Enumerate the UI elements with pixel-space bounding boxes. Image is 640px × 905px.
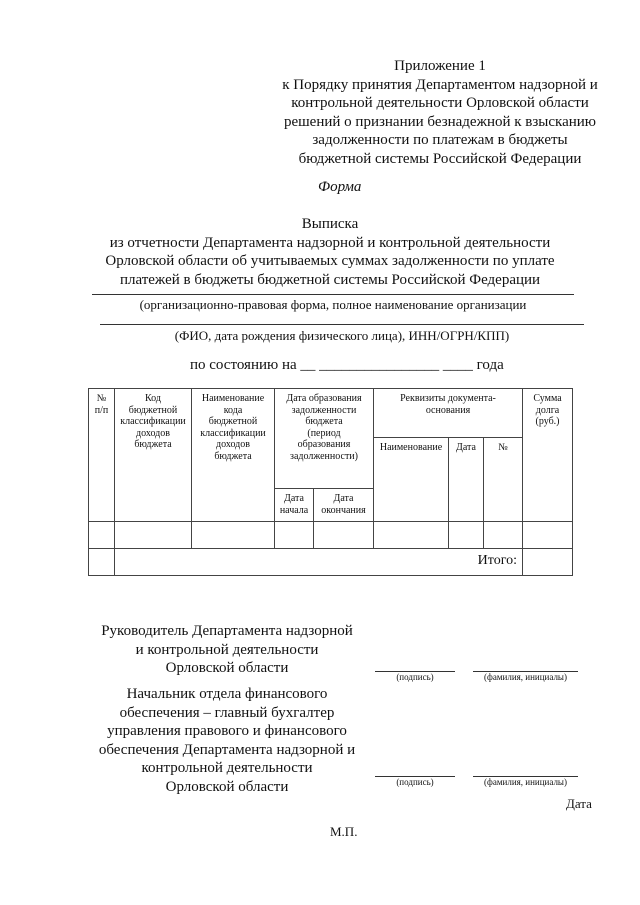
header-date-start: Дата начала [274, 488, 314, 522]
header-name: Наименование кода бюджетной классификации доходов бюджета [191, 388, 275, 522]
signature-title-line: Орловской области [165, 778, 289, 795]
appendix-block [270, 57, 610, 168]
cell[interactable] [114, 521, 192, 549]
cell[interactable] [448, 521, 484, 549]
name-caption: (фамилия, инициалы) [484, 672, 567, 682]
cell[interactable] [522, 521, 573, 549]
heading-block [60, 215, 600, 289]
signature-title-line: Руководитель Департамента надзорной [101, 623, 353, 639]
signature-title-line: обеспечения – главный бухгалтер [119, 704, 335, 721]
person-caption: (ФИО, дата рождения физического лица), ИНН/ОГРН/КПП) [174, 328, 510, 343]
cell [88, 548, 115, 576]
cell[interactable] [313, 521, 374, 549]
appendix-line: бюджетной системы Российской Федерации [298, 150, 582, 167]
header-doc-num: № [483, 437, 523, 522]
appendix-line: решений о признании безнадежной к взысканию [283, 113, 597, 130]
header-code: Код бюджетной классификации доходов бюджета [114, 388, 192, 522]
signature-title-line: Орловской области [165, 660, 289, 676]
header-date-group: Дата образования задолженности бюджета (период образования задолженности) [274, 388, 374, 489]
signature-block-accountant [92, 685, 362, 796]
signature-title-line: и контрольной деятельности [135, 641, 319, 658]
header-num: № п/п [88, 388, 115, 522]
appendix-line: к Порядку принятия Департаментом надзорной и [282, 76, 598, 93]
heading-line: Орловской области об учитываемых суммах задолженности по уплате [105, 253, 555, 269]
signature-block-head [92, 622, 362, 678]
date-label: Дата [566, 796, 592, 811]
signature-title-line: Начальник отдела финансового [126, 686, 328, 702]
heading-line: платежей в бюджеты бюджетной системы Российской Федерации [119, 271, 541, 288]
total-value[interactable] [522, 548, 573, 576]
signature-title-line: управления правового и финансового [107, 723, 347, 739]
header-date-end: Дата окончания [313, 488, 374, 522]
header-doc-name: Наименование [373, 437, 449, 522]
person-line [100, 324, 584, 325]
as-of-date: по состоянию на __ ________________ ____ года [190, 357, 504, 373]
appendix-line: задолженности по платежам в бюджеты [312, 132, 568, 148]
cell[interactable] [483, 521, 523, 549]
cell[interactable] [373, 521, 449, 549]
header-doc-group: Реквизиты документа- основания [373, 388, 523, 438]
name-caption: (фамилия, инициалы) [484, 777, 567, 787]
header-doc-date: Дата [448, 437, 484, 522]
heading-title: Выписка [301, 216, 359, 232]
appendix-title: Приложение 1 [394, 58, 486, 74]
signature-title-line: обеспечения Департамента надзорной и [98, 741, 356, 758]
org-line [92, 294, 574, 295]
cell[interactable] [191, 521, 275, 549]
signature-title-line: контрольной деятельности [141, 760, 313, 776]
stamp-label: М.П. [330, 824, 358, 839]
cell[interactable] [88, 521, 115, 549]
total-label: Итого: [114, 548, 523, 576]
signature-caption: (подпись) [396, 777, 434, 787]
cell[interactable] [274, 521, 314, 549]
header-sum: Сумма долга (руб.) [522, 388, 573, 522]
org-caption: (организационно-правовая форма, полное наименование организации [139, 297, 527, 312]
signature-caption: (подпись) [396, 672, 434, 682]
form-label: Форма [318, 179, 362, 195]
heading-line: из отчетности Департамента надзорной и контрольной деятельности [109, 234, 551, 251]
appendix-line: контрольной деятельности Орловской области [291, 95, 589, 111]
